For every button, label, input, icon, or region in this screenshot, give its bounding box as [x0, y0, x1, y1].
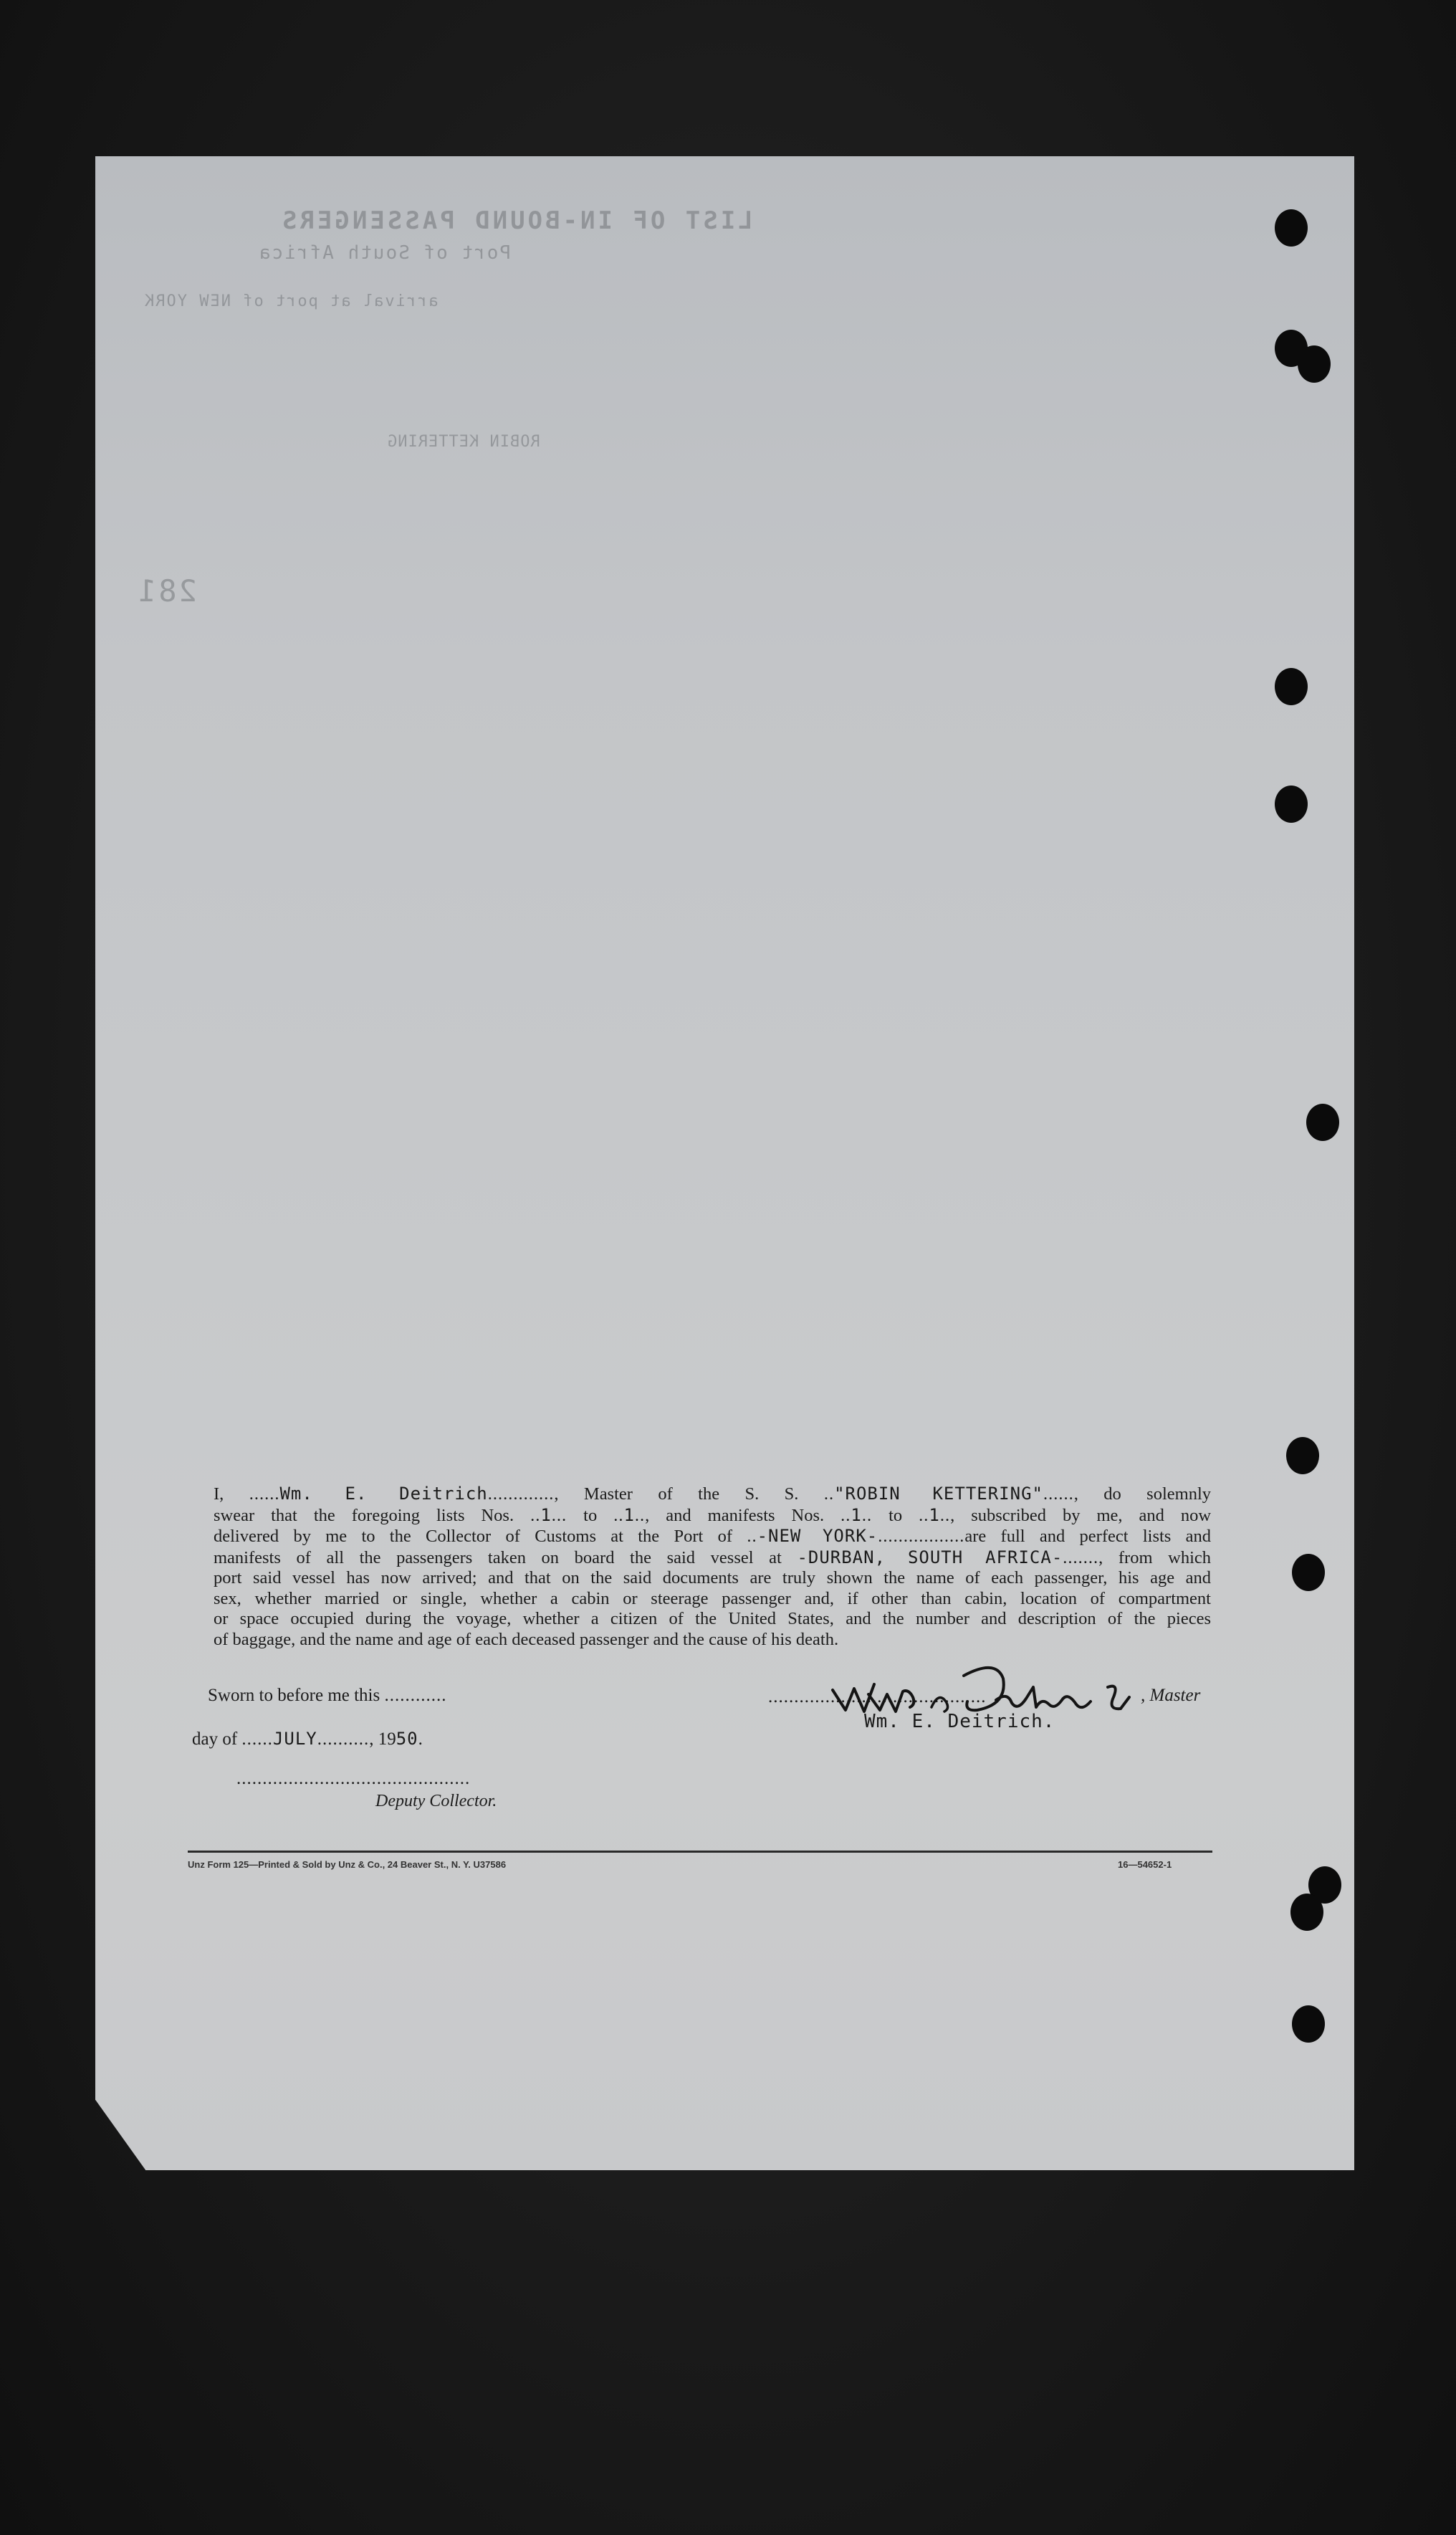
- oath-line-8: of baggage, and the name and age of each deceased passenger and the cause of his death.: [214, 1629, 839, 1649]
- master-typed-name: Wm. E. Deitrich.: [864, 1711, 1055, 1732]
- deputy-signature-line: .............................................: [236, 1769, 471, 1788]
- oath-solemnly: , do solemnly: [1073, 1484, 1211, 1504]
- bleed-through-title: LIST OF IN-BOUND PASSENGERS: [279, 206, 753, 235]
- oath-month: JULY: [272, 1729, 317, 1749]
- punch-hole: [1298, 345, 1331, 383]
- bleed-through-names: ROBIN KETTERING: [387, 433, 540, 451]
- oath-manifests: , and manifests Nos.: [645, 1505, 825, 1525]
- day-of-line: day of ......JULY.........., 1950.: [192, 1729, 423, 1749]
- port-of-arrival: -NEW YORK-: [757, 1526, 878, 1546]
- oath-master-of: , Master of the S. S.: [554, 1484, 799, 1504]
- master-name: Wm. E. Deitrich: [279, 1484, 488, 1504]
- bleed-through-subtitle: Port of South Africa: [258, 242, 512, 264]
- vessel-name: "ROBIN KETTERING": [834, 1484, 1043, 1504]
- master-signature-line: ..........................................: [768, 1687, 987, 1706]
- oath-from-which: , from which: [1098, 1547, 1212, 1567]
- bleed-through-port-line: arrival at port of NEW YORK: [143, 292, 439, 310]
- punch-hole: [1306, 1104, 1339, 1141]
- oath-line-1: I, ......Wm. E. Deitrich............., Master of the S. S. .."ROBIN KETTERING"......, do solemnly: [214, 1484, 1211, 1504]
- deputy-collector-label: Deputy Collector.: [375, 1792, 497, 1810]
- oath-to: to: [583, 1505, 598, 1525]
- punch-hole: [1292, 1554, 1325, 1591]
- oath-line-5: port said vessel has now arrived; and that on the said documents are truly shown the name of each passenger, his age and: [214, 1568, 1211, 1588]
- oath-line-2: swear that the foregoing lists Nos. ..1... to ..1.., and manifests Nos. ..1.. to ..1.., subscribed by me, and now: [214, 1504, 1212, 1525]
- manifest-from: 1: [851, 1504, 862, 1525]
- bleed-through-page-number: 281: [136, 573, 197, 608]
- oath-line-4: manifests of all the passengers taken on board the said vessel at -DURBAN, SOUTH AFRICA-......., from which: [214, 1547, 1212, 1567]
- punch-hole: [1286, 1437, 1319, 1474]
- oath-subscribed: , subscribed by me, and now: [950, 1505, 1212, 1525]
- master-oath: [214, 1484, 1211, 1650]
- footer-rule: [188, 1851, 1212, 1853]
- sworn-line: Sworn to before me this ............: [208, 1686, 447, 1705]
- oath-line-6: sex, whether married or single, whether a cabin or steerage passenger and, if other than cabin, location of compartment: [214, 1588, 1211, 1608]
- port-of-origin: -DURBAN, SOUTH AFRICA-: [797, 1547, 1063, 1567]
- punch-hole: [1275, 668, 1308, 705]
- oath-year: 50: [396, 1729, 418, 1749]
- punch-hole: [1292, 2005, 1325, 2043]
- oath-manifests-all: manifests of all the passengers taken on board the said vessel at: [214, 1547, 782, 1567]
- form-imprint: Unz Form 125—Printed & Sold by Unz & Co., 24 Beaver St., N. Y. U37586: [188, 1859, 507, 1870]
- oath-full: are full and perfect lists and: [964, 1527, 1211, 1546]
- year-prefix: , 19: [369, 1729, 396, 1749]
- list-from: 1: [540, 1504, 552, 1525]
- oath-line-7: or space occupied during the voyage, whether a citizen of the United States, and the number and description of the pieces: [214, 1609, 1211, 1628]
- punch-hole: [1275, 786, 1308, 823]
- oath-swear: swear that the foregoing lists Nos.: [214, 1505, 514, 1525]
- manifest-to: 1: [929, 1504, 940, 1525]
- day-of-label: day of: [192, 1729, 238, 1749]
- oath-intro: I,: [214, 1484, 224, 1504]
- form-number: 16—54652-1: [1118, 1859, 1172, 1870]
- sworn-label: Sworn to before me this: [208, 1686, 380, 1705]
- oath-to: to: [889, 1505, 903, 1525]
- list-to: 1: [623, 1504, 635, 1525]
- punch-hole: [1275, 209, 1308, 247]
- punch-hole: [1290, 1894, 1323, 1931]
- oath-line-3: delivered by me to the Collector of Customs at the Port of ..-NEW YORK-.................are full and perfect lists and: [214, 1526, 1211, 1546]
- oath-delivered: delivered by me to the Collector of Customs at the Port of: [214, 1527, 733, 1546]
- master-label: , Master: [1141, 1686, 1201, 1705]
